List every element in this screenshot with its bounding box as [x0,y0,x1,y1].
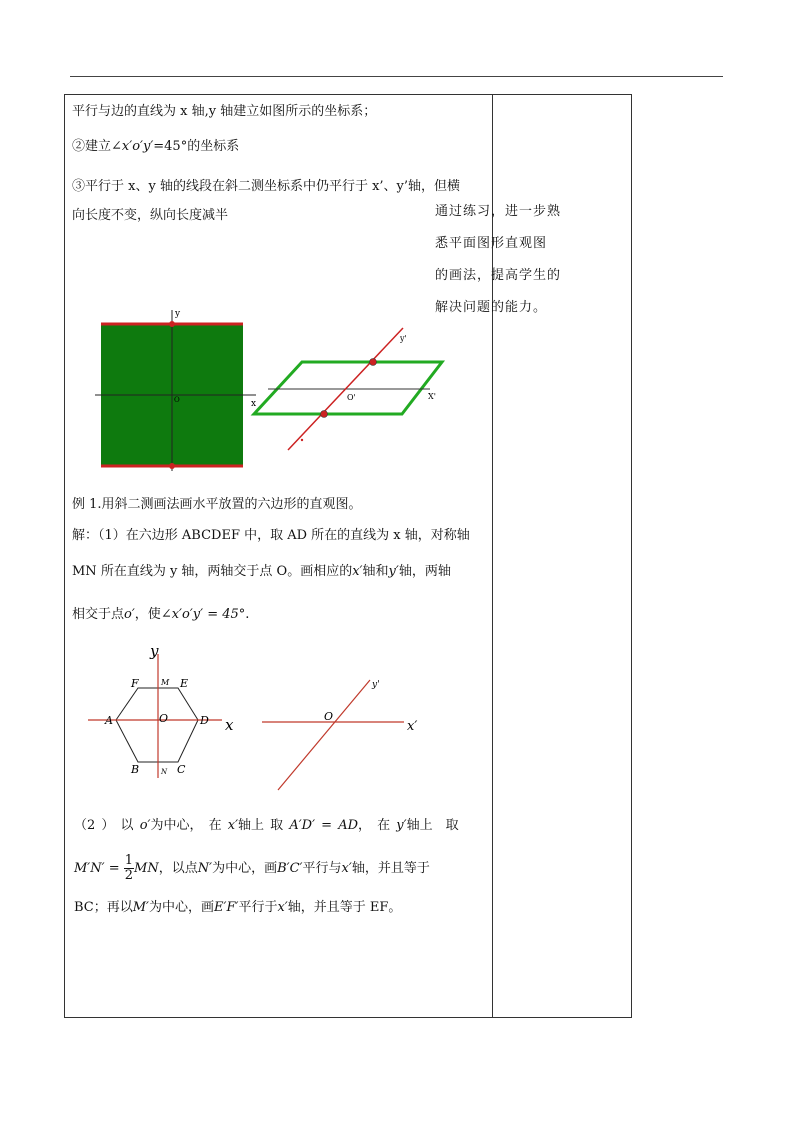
bottom-point [169,463,175,469]
y-prime-inline: y′ [388,564,399,579]
step2-ad-eq: A′D′ = AD [289,818,359,833]
figure-hexagon [80,640,440,810]
step2-seg-3: 轴上 取 [238,818,284,833]
step2-mn: MN [134,861,159,876]
solution-line-1: 解：（1）在六边形 ABCDEF 中，取 AD 所在的直线为 x 轴，对称轴 [72,528,470,543]
step2-n-prime: N′ [197,861,213,876]
x-label: x [251,399,257,409]
point-n: N [161,768,168,776]
step2-bc: B′C′ [277,861,303,876]
solution-line-2-pre: MN 所在直线为 y 轴，两轴交于点 O。画相应的 [72,564,353,579]
note-line-2: 悉平面图形直观图 [435,236,548,251]
note-line-4: 解决问题的能力。 [435,300,548,315]
step2-seg-1: （2 ） 以 [74,818,134,833]
fraction-den: 2 [124,868,134,883]
x-prime-label: X' [428,392,436,401]
solution-line-3 [72,607,249,623]
text-line-2 [72,139,239,155]
vertex-f: F [131,677,139,690]
vertex-c: C [177,763,186,776]
step2-y-prime: y′ [396,818,407,833]
vertex-b: B [131,763,140,776]
fraction-num: 1 [124,853,134,868]
angle-expr: ∠x′o′y′ [111,139,154,154]
step2-x-prime-2: x′ [341,861,352,876]
vertex-e: E [180,677,189,690]
text-line-4: 向长度不变，纵向长度减半 [72,208,229,223]
text-line-2-pre: ②建立 [72,139,112,154]
text-line-1: 平行与边的直线为 x 轴,y 轴建立如图所示的坐标系； [72,104,377,119]
hex-origin: O [159,712,169,725]
green-parallelogram [254,362,442,414]
text-line-3: ③平行于 x、y 轴的线段在斜二测坐标系中仍平行于 x’、y’轴，但横 [72,179,461,194]
tick-mark [301,439,303,441]
solution-line-2-mid: 轴和 [362,564,389,579]
step2-seg-9: 轴，并且等于 [351,861,430,876]
oblique-y-label: y' [372,680,380,690]
step2-line-1 [74,818,459,834]
vertex-a: A [105,714,113,727]
step2-seg-8: 平行与 [302,861,342,876]
step2-seg-4: ， 在 [358,818,391,833]
solution-line-3-pre: 相交于点 [72,607,125,622]
hexagon [116,688,198,762]
step2-x-prime: x′ [227,818,239,833]
example-1: 例 1.用斜二测画法画水平放置的六边形的直观图。 [72,497,362,512]
x-prime-inline: x′ [352,564,363,579]
step2-seg-5: 轴上 取 [406,818,459,833]
step2-seg-12: 平行于 [238,900,278,915]
solution-line-2-post: 轴，两轴 [398,564,451,579]
step2-seg-10: BC；再以 [74,900,133,915]
step2-ef: E′F′ [214,900,239,915]
top-point [169,321,175,327]
o-prime-inline: o′ [124,607,135,622]
fraction-one-half [124,854,134,883]
step2-seg-7: 为中心，画 [212,861,278,876]
note-line-3: 的画法，提高学生的 [435,268,562,283]
oblique-origin: O [324,710,334,723]
origin-label: O [174,396,180,404]
hex-y-label: y [150,642,159,660]
step2-line-2 [74,852,430,886]
teaching-note [435,196,563,324]
y-prime-label: y' [400,334,407,343]
angle-equation: ∠x′o′y′ = 45° [160,607,246,622]
figure-square-to-parallelogram [90,305,450,475]
step2-m-prime: M′ [132,900,150,915]
step2-x-prime-3: x′ [277,900,288,915]
upper-point [370,359,377,366]
y-label: y [175,309,181,319]
solution-line-3-post: . [245,607,250,622]
step2-seg-13: 轴，并且等于 EF。 [287,900,402,915]
step2-line-3 [74,900,401,916]
text-line-2-post: =45°的坐标系 [153,139,240,154]
point-m: M [161,678,170,687]
step2-mn-lhs: M′N′ = [74,861,120,876]
vertex-d: D [200,714,209,727]
solution-line-3-mid: ，使 [134,607,161,622]
step2-o-prime: o′ [139,818,151,833]
lower-point [321,411,328,418]
header-rule [70,76,723,77]
note-line-1: 通过练习，进一步熟 [435,204,562,219]
step2-seg-6: ，以点 [158,861,198,876]
oblique-x-label: x′ [407,719,418,734]
oblique-y-axis [278,680,370,790]
o-prime-label: O' [347,393,356,402]
step2-seg-11: 为中心，画 [149,900,215,915]
step2-seg-2: 为中心， 在 [150,818,222,833]
solution-line-2 [72,564,451,580]
hex-x-label: x [225,716,234,734]
